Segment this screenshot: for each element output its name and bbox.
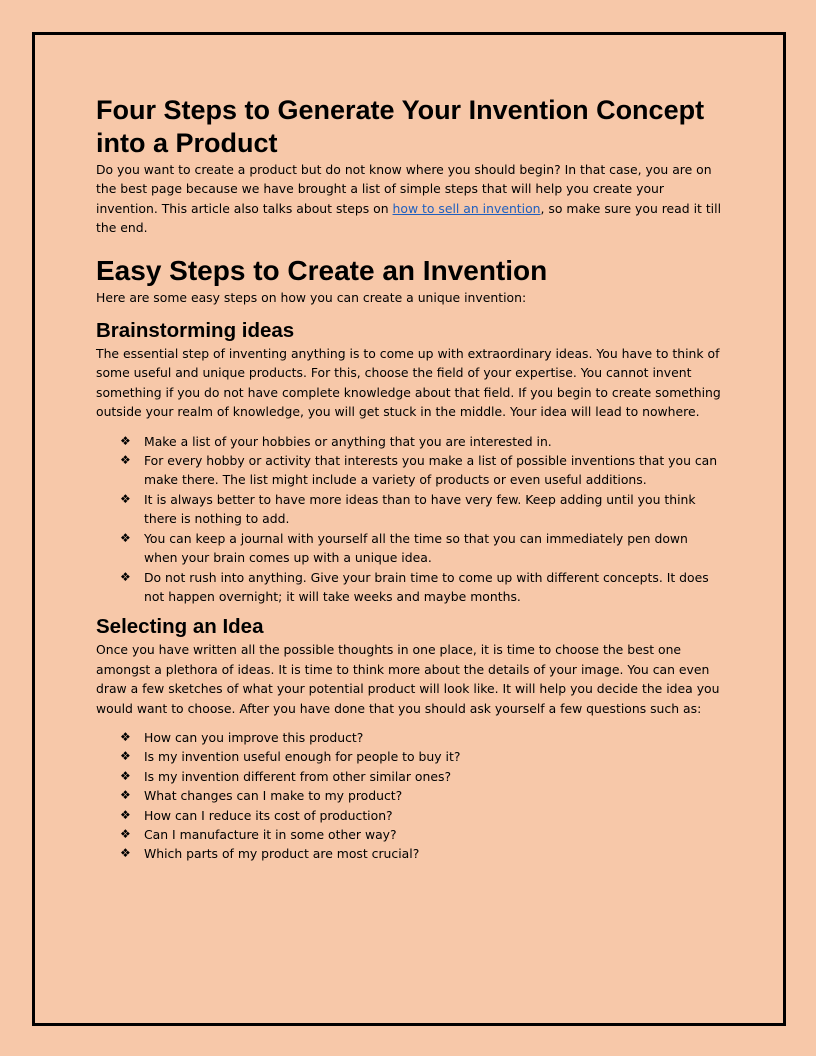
list-item: [96, 747, 722, 766]
diamond-bullet-icon: ❖: [120, 569, 131, 584]
diamond-bullet-icon: ❖: [120, 749, 131, 764]
list-item-text: Do not rush into anything. Give your brain time to come up with different concepts. It does not happen overnight; it will take weeks and maybe months.: [144, 569, 709, 604]
diamond-bullet-icon: ❖: [120, 768, 131, 783]
list-item: [96, 767, 722, 786]
list-item-text: Is my invention different from other similar ones?: [144, 768, 452, 784]
diamond-bullet-icon: ❖: [120, 846, 131, 861]
list-item-text: What changes can I make to my product?: [144, 788, 403, 804]
diamond-bullet-icon: ❖: [120, 453, 131, 468]
list-item: [96, 451, 722, 490]
list-item: [96, 786, 722, 805]
list-item-text: How can you improve this product?: [144, 729, 364, 745]
diamond-bullet-icon: ❖: [120, 433, 131, 448]
diamond-bullet-icon: ❖: [120, 807, 131, 822]
list-item: [96, 844, 722, 863]
list-item: [96, 529, 722, 568]
sell-invention-link[interactable]: how to sell an invention: [392, 200, 541, 216]
brainstorming-paragraph: The essential step of inventing anything is to come up with extraordinary ideas. You have to think of some useful and unique products. For this, choose the field of your expertise. You cannot invent something if you do not have complete knowledge about that field. If you begin to create something outside your realm of knowledge, you will get stuck in the middle. Your idea will lead to nowhere.: [96, 346, 721, 420]
list-item: [96, 728, 722, 747]
document-body: [96, 94, 722, 864]
list-item: [96, 490, 722, 529]
intro-paragraph: [96, 160, 722, 238]
list-item-text: It is always better to have more ideas than to have very few. Keep adding until you think there is nothing to add.: [144, 491, 696, 527]
list-item-text: Which parts of my product are most crucial?: [144, 846, 420, 862]
diamond-bullet-icon: ❖: [120, 729, 131, 744]
list-item-text: For every hobby or activity that interests you make a list of possible inventions that you can make there. The list might include a variety of products or even useful additions.: [144, 453, 718, 488]
brainstorming-bullet-list: [96, 432, 722, 607]
selecting-paragraph: Once you have written all the possible thoughts in one place, it is time to choose the best one amongst a plethora of ideas. It is time to think more about the details of your image. You can even draw a few sketches of what your potential product will look like. It will help you decide the idea you would want to choose. After you have done that you should ask yourself a few questions such as:: [96, 642, 720, 716]
list-item: [96, 825, 722, 844]
list-item-text: Make a list of your hobbies or anything that you are interested in.: [144, 433, 552, 449]
list-item-text: Can I manufacture it in some other way?: [144, 826, 397, 842]
list-item-text: You can keep a journal with yourself all the time so that you can immediately pen down when your brain comes up with a unique idea.: [144, 530, 688, 566]
section-heading-easy-steps: Easy Steps to Create an Invention: [96, 254, 548, 286]
list-item: [96, 568, 722, 607]
list-item: [96, 432, 722, 451]
list-item-text: Is my invention useful enough for people to buy it?: [144, 749, 461, 765]
questions-bullet-list: [96, 728, 722, 864]
section-intro-paragraph: Here are some easy steps on how you can create a unique invention:: [96, 289, 527, 305]
intro-text-start: Do you want to create a product but do not know where you should begin? In that case, you are on the best page because we have brought a list of simple steps that will help you create your invention. This article also talks about steps on: [96, 162, 712, 216]
diamond-bullet-icon: ❖: [120, 491, 131, 506]
list-item: [96, 806, 722, 825]
subheading-selecting-idea: Selecting an Idea: [96, 615, 264, 639]
subheading-brainstorming: Brainstorming ideas: [96, 319, 295, 343]
intro-text-end: , so make sure you read it till the end.: [96, 200, 722, 236]
diamond-bullet-icon: ❖: [120, 530, 131, 545]
diamond-bullet-icon: ❖: [120, 788, 131, 803]
document-title: Four Steps to Generate Your Invention Concept into a Product: [96, 95, 705, 158]
diamond-bullet-icon: ❖: [120, 826, 131, 841]
list-item-text: How can I reduce its cost of production?: [144, 807, 393, 823]
